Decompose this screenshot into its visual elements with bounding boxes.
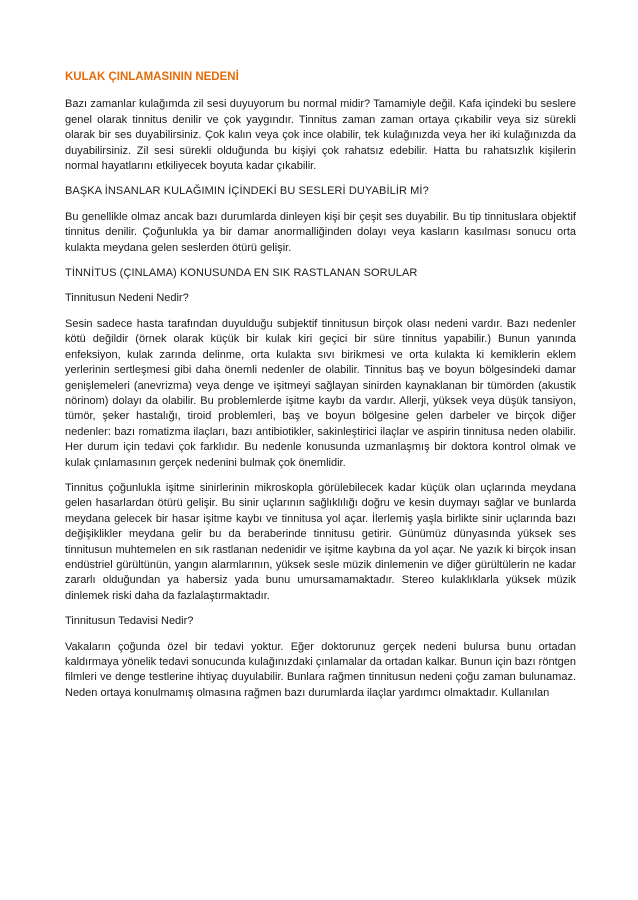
section-heading-faq: TİNNİTUS (ÇINLAMA) KONUSUNDA EN SIK RASTLANAN SORULAR: [65, 267, 418, 280]
document-page: [65, 70, 576, 711]
document-title: KULAK ÇINLAMASININ NEDENİ: [65, 71, 239, 83]
section-heading-others-hear: BAŞKA İNSANLAR KULAĞIMIN İÇİNDEKİ BU SESLERİ DUYABİLİR Mİ?: [65, 185, 429, 198]
nerve-damage-paragraph: Tinnitus çoğunlukla işitme sinirlerinin mikroskopla görülebilecek kadar küçük olan uçlarında meydana gelen hasarlardan ötürü gelişir. Bu sinir uçlarının sağlıklılığı doğru ve kesin duymayı sağlar ve bunlarda meydana gelecek bir hasar işitme kaybı ve tinnitusa yol açar. İlerlemiş yaşla birlikte sinir uçlarında bazı değişiklikler meydana gelir bu da beraberinde tinnitusu getirir. Günümüz dünyasında yüksek ses tinnitusun muhtemelen en sık rastlanan nedenidir ve işitme kaybına da yol açar. Ne yazık ki birçok insan endüstriel gürültünün, yangın alarmlarının, yüksek sesle müzik dinlemenin ve diğer gürültülerin ne kadar zararlı olduğundan ya habersiz yada bunu umursamamaktadır. Stereo kulaklıklarla yüksek müzik dinlemek riski daha da fazlalaştırmaktadır.: [65, 481, 576, 602]
treatment-paragraph: Vakaların çoğunda özel bir tedavi yoktur. Eğer doktorunuz gerçek nedeni bulursa bunu ortadan kaldırmaya yönelik tedavi sonucunda kulağınızdaki çınlamalar da ortadan kalkar. Bunun için bazı röntgen filmleri ve denge testlerine ihtiyaç duyulabilir. Bunlara rağmen tinnitusun nedeni çoğu zaman bulunamaz. Neden ortaya konulmamış olmasına rağmen bazı durumlarda ilaçlar yardımcı olmaktadır. Kullanılan: [65, 640, 576, 699]
objective-tinnitus-paragraph: Bu genellikle olmaz ancak bazı durumlarda dinleyen kişi bir çeşit ses duyabilir. Bu tip tinnituslara objektif tinnitus denilir. Çoğunlukla ya bir damar anormalliğinden dolayı veya kasların kasılması sonucu orta kulakta meydana gelen seslerden ötürü gelişir.: [65, 210, 576, 254]
cause-paragraph: Sesin sadece hasta tarafından duyulduğu subjektif tinnitusun birçok olası nedeni vardır. Bazı nedenler kötü değildir (örnek olarak küçük bir kulak kiri geçici bir süre tinnitus yapabilir.) Bunun yanında enfeksiyon, kulak zarında delinme, orta kulakta sıvı birikmesi ve orta kulakta ki kemiklerin eklem yerlerinin sertleşmesi gibi daha önemli nedenler de olabilir. Tinnitus baş ve boyun bölgesindeki damar genişlemeleri (anevrizma) veya denge ve işitmeyi sağlayan sinirden kaynaklanan bir tümörden (akustik nörinom) dolayı da olabilir. Bu problemlerde işitme kaybı da vardır. Allerji, yüksek veya düşük tansiyon, tümör, şeker hastalığı, tiroid problemleri, baş ve boyun bölgesine gelen darbeler ve birçok diğer nedenler: bazı romatizma ilaçları, bazı antibiotikler, sakinleştirici ilaçlar ve aspirin tinnitusa neden olabilir. Her durum için tedavi çok farklıdır. Bu nedenle konusunda uzmanlaşmış bir doktora kontrol olmak ve kulak çınlamasının gerçek nedenini bulmak çok önemlidir.: [65, 317, 576, 469]
intro-paragraph: Bazı zamanlar kulağımda zil sesi duyuyorum bu normal midir? Tamamiyle değil. Kafa içindeki bu seslere genel olarak tinnitus denilir ve çok yaygındır. Tinnitus zaman zaman ortaya çıkabilir veya siz sürekli olarak bir ses duyabilirsiniz. Çok kalın veya çok ince olabilir, tek kulağınızda veya her iki kulağınızda da duyabilirsiniz. Zil sesi sürekli olduğunda bu kişiyi çok rahatsız edebilir. Hatta bu rahatsızlık kişilerin normal hayatlarını etkiliyecek boyuta kadar çıkabilir.: [65, 98, 576, 173]
subheading-cause: Tinnitusun Nedeni Nedir?: [65, 292, 189, 305]
subheading-treatment: Tinnitusun Tedavisi Nedir?: [65, 615, 194, 628]
